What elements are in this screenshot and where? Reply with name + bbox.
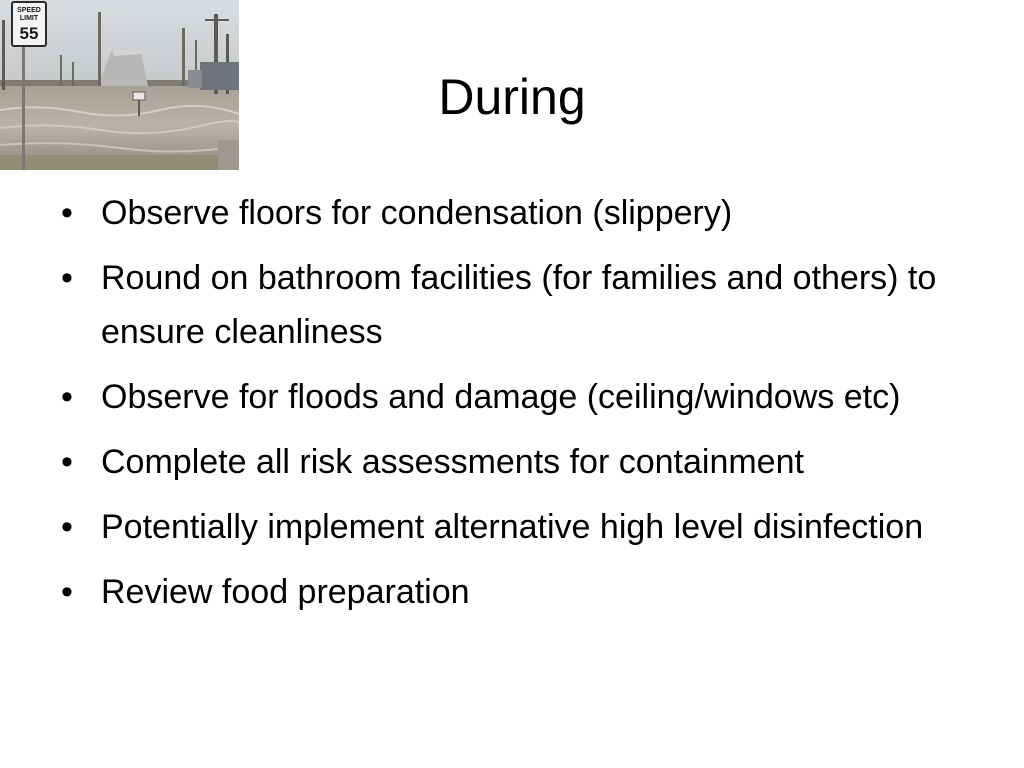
sign-number-text: 55 <box>19 24 39 43</box>
bullet-item <box>58 500 988 554</box>
bullet-text: Observe for floods and damage (ceiling/windows etc) <box>101 378 901 416</box>
flooded-road-image <box>0 0 239 170</box>
bullet-text: Observe floors for condensation (slippery) <box>101 194 733 232</box>
bullet-dot-icon: • <box>61 259 73 297</box>
slide-title: During <box>438 69 586 125</box>
flooded-road-photo <box>0 0 239 170</box>
bullet-dot-icon: • <box>61 194 73 232</box>
bullet-dot-icon: • <box>61 573 73 611</box>
sign-top-text: SPEED <box>17 7 41 14</box>
bullet-text: Complete all risk assessments for containment <box>101 443 804 481</box>
bullet-item <box>58 370 988 424</box>
sign-mid-text: LIMIT <box>19 15 39 22</box>
bullet-text: Review food preparation <box>101 573 470 611</box>
bullet-text: Round on bathroom facilities (for families and others) to ensure cleanliness <box>101 259 937 351</box>
bullet-item <box>58 251 988 359</box>
bullet-dot-icon: • <box>61 378 73 416</box>
bullet-item <box>58 565 988 619</box>
bullet-dot-icon: • <box>61 443 73 481</box>
bullet-item <box>58 186 988 240</box>
bullet-dot-icon: • <box>61 508 73 546</box>
bullet-item <box>58 435 988 489</box>
bullet-text: Potentially implement alternative high level disinfection <box>101 508 924 546</box>
bullet-list <box>58 186 988 630</box>
